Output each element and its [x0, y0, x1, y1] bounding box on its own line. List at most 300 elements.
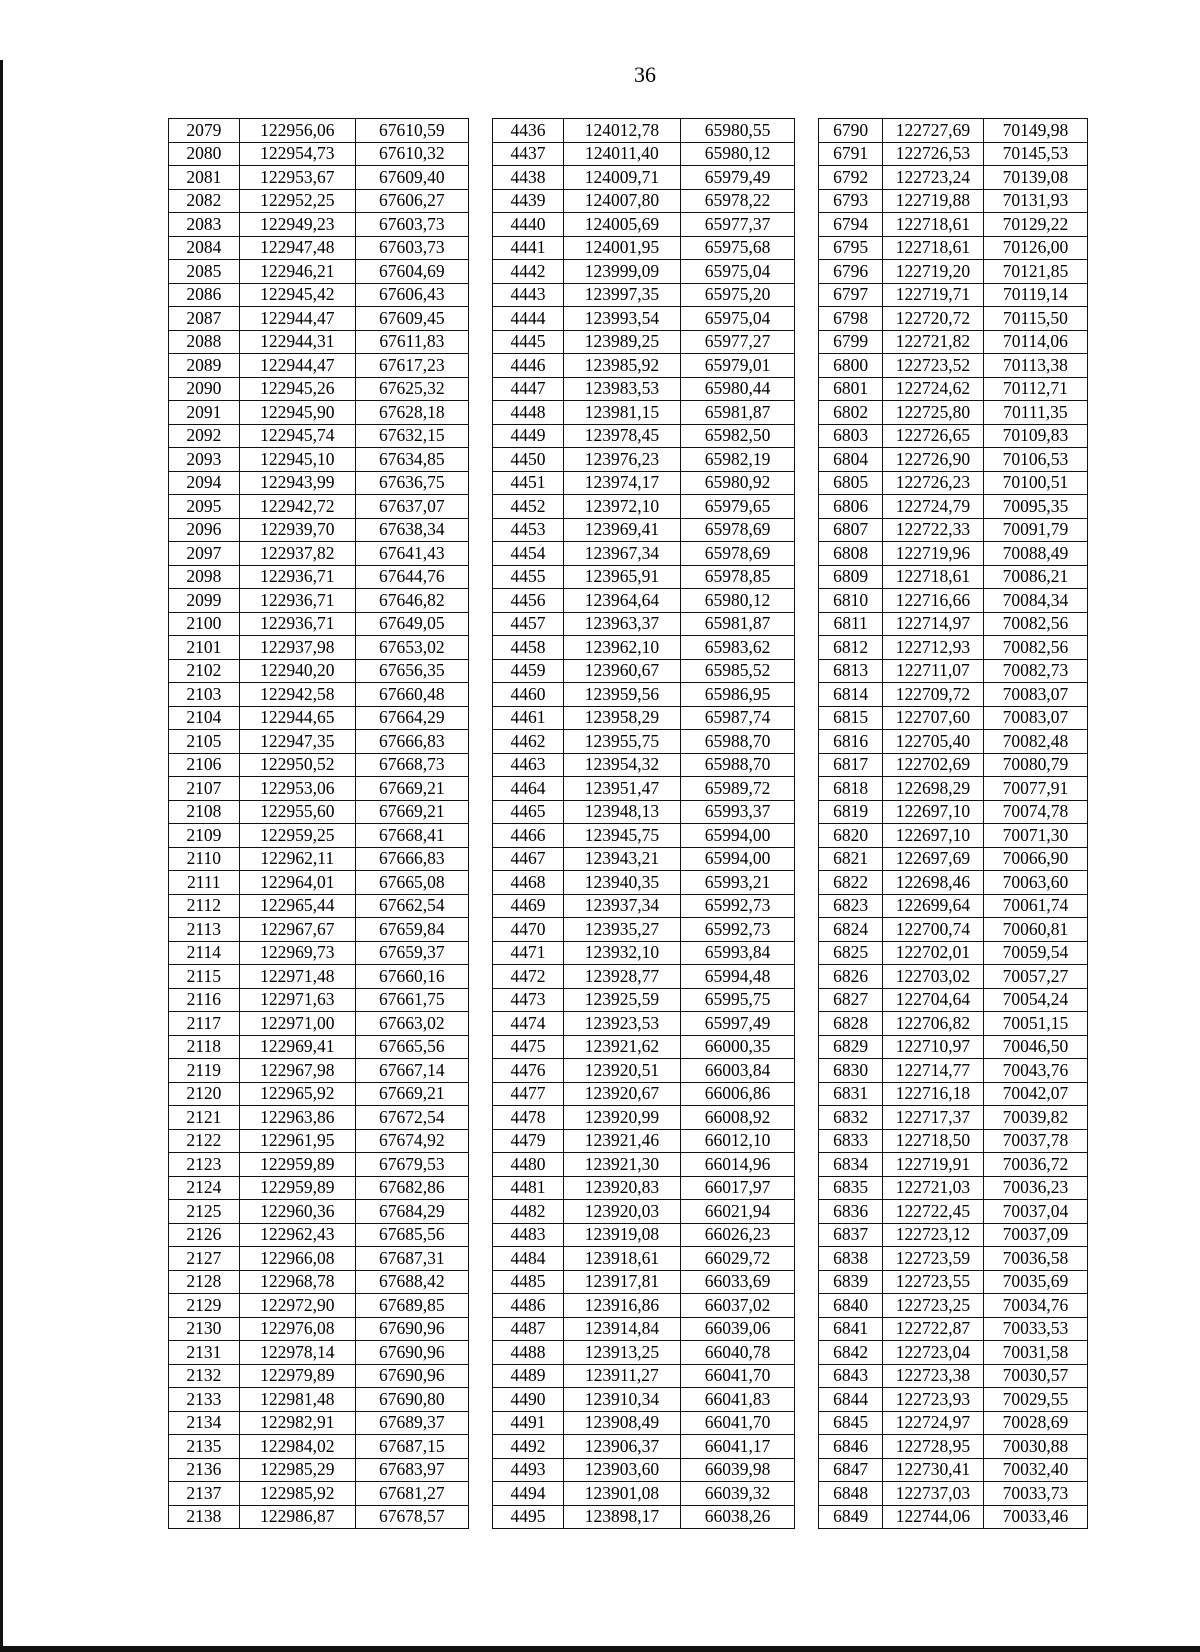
cell-coord-y: 67617,23 [355, 354, 468, 378]
cell-coord-x: 122721,82 [882, 330, 983, 354]
cell-coord-x: 122698,29 [882, 777, 983, 801]
cell-coord-x: 123969,41 [563, 518, 680, 542]
column-separator [468, 1176, 492, 1200]
cell-point-number: 6796 [819, 260, 883, 284]
cell-coord-x: 123948,13 [563, 800, 680, 824]
cell-point-number: 4491 [493, 1411, 564, 1435]
cell-coord-y: 66039,98 [680, 1458, 794, 1482]
column-separator [468, 448, 492, 472]
cell-coord-x: 122936,71 [239, 565, 355, 589]
cell-coord-x: 123962,10 [563, 636, 680, 660]
cell-coord-y: 65986,95 [680, 683, 794, 707]
cell-point-number: 2083 [169, 213, 240, 237]
cell-coord-y: 66006,86 [680, 1082, 794, 1106]
column-separator [795, 1153, 819, 1177]
cell-coord-y: 70030,57 [983, 1364, 1087, 1388]
cell-coord-y: 66041,17 [680, 1435, 794, 1459]
cell-coord-y: 70037,09 [983, 1223, 1087, 1247]
cell-coord-x: 122719,20 [882, 260, 983, 284]
cell-coord-x: 123920,03 [563, 1200, 680, 1224]
cell-coord-y: 67689,37 [355, 1411, 468, 1435]
cell-coord-x: 123937,34 [563, 894, 680, 918]
cell-coord-y: 65980,12 [680, 589, 794, 613]
cell-point-number: 4486 [493, 1294, 564, 1318]
column-separator [468, 847, 492, 871]
cell-coord-x: 123919,08 [563, 1223, 680, 1247]
cell-coord-y: 65980,92 [680, 471, 794, 495]
column-separator [468, 1012, 492, 1036]
column-separator [468, 260, 492, 284]
cell-coord-y: 70126,00 [983, 236, 1087, 260]
cell-point-number: 4464 [493, 777, 564, 801]
cell-coord-x: 122972,90 [239, 1294, 355, 1318]
cell-point-number: 2126 [169, 1223, 240, 1247]
cell-point-number: 6798 [819, 307, 883, 331]
cell-coord-x: 124005,69 [563, 213, 680, 237]
cell-coord-x: 122722,33 [882, 518, 983, 542]
cell-point-number: 4440 [493, 213, 564, 237]
cell-point-number: 6831 [819, 1082, 883, 1106]
cell-point-number: 6826 [819, 965, 883, 989]
cell-point-number: 2096 [169, 518, 240, 542]
cell-point-number: 6834 [819, 1153, 883, 1177]
cell-coord-x: 122981,48 [239, 1388, 355, 1412]
cell-point-number: 2118 [169, 1035, 240, 1059]
cell-coord-y: 67610,59 [355, 119, 468, 143]
cell-coord-x: 122945,42 [239, 283, 355, 307]
cell-coord-y: 65983,62 [680, 636, 794, 660]
cell-coord-x: 122965,44 [239, 894, 355, 918]
cell-point-number: 6810 [819, 589, 883, 613]
column-separator [468, 542, 492, 566]
cell-coord-y: 67659,84 [355, 918, 468, 942]
cell-coord-y: 70106,53 [983, 448, 1087, 472]
cell-coord-y: 70037,04 [983, 1200, 1087, 1224]
cell-coord-y: 70115,50 [983, 307, 1087, 331]
cell-coord-x: 122959,25 [239, 824, 355, 848]
cell-coord-y: 70100,51 [983, 471, 1087, 495]
table-row [169, 283, 1088, 307]
column-separator [795, 1317, 819, 1341]
cell-coord-y: 65995,75 [680, 988, 794, 1012]
cell-coord-x: 122744,06 [882, 1505, 983, 1529]
cell-point-number: 4446 [493, 354, 564, 378]
cell-point-number: 4438 [493, 166, 564, 190]
table-row [169, 1012, 1088, 1036]
cell-coord-x: 123920,67 [563, 1082, 680, 1106]
cell-coord-x: 122953,67 [239, 166, 355, 190]
cell-point-number: 6793 [819, 189, 883, 213]
column-separator [795, 800, 819, 824]
column-separator [468, 1223, 492, 1247]
cell-coord-y: 70121,85 [983, 260, 1087, 284]
column-separator [468, 824, 492, 848]
cell-coord-y: 70095,35 [983, 495, 1087, 519]
cell-coord-x: 123920,51 [563, 1059, 680, 1083]
cell-coord-y: 67660,16 [355, 965, 468, 989]
cell-coord-y: 67604,69 [355, 260, 468, 284]
cell-coord-y: 67669,21 [355, 777, 468, 801]
cell-point-number: 2104 [169, 706, 240, 730]
cell-coord-x: 123983,53 [563, 377, 680, 401]
column-separator [795, 1364, 819, 1388]
column-separator [468, 612, 492, 636]
column-separator [468, 1129, 492, 1153]
cell-coord-x: 122716,66 [882, 589, 983, 613]
column-separator [795, 495, 819, 519]
cell-point-number: 2082 [169, 189, 240, 213]
cell-point-number: 6830 [819, 1059, 883, 1083]
column-separator [468, 1153, 492, 1177]
cell-coord-x: 123985,92 [563, 354, 680, 378]
cell-point-number: 6824 [819, 918, 883, 942]
cell-point-number: 2138 [169, 1505, 240, 1529]
column-separator [468, 988, 492, 1012]
cell-coord-y: 67603,73 [355, 213, 468, 237]
cell-coord-y: 70033,46 [983, 1505, 1087, 1529]
column-separator [468, 330, 492, 354]
table-row [169, 142, 1088, 166]
table-row [169, 166, 1088, 190]
cell-point-number: 4473 [493, 988, 564, 1012]
column-separator [795, 683, 819, 707]
column-separator [795, 659, 819, 683]
cell-point-number: 6814 [819, 683, 883, 707]
cell-coord-y: 66003,84 [680, 1059, 794, 1083]
cell-coord-y: 65994,48 [680, 965, 794, 989]
column-separator [468, 800, 492, 824]
column-separator [468, 894, 492, 918]
cell-coord-y: 70051,15 [983, 1012, 1087, 1036]
cell-coord-x: 122723,12 [882, 1223, 983, 1247]
table-row [169, 988, 1088, 1012]
cell-point-number: 6827 [819, 988, 883, 1012]
cell-coord-y: 67667,14 [355, 1059, 468, 1083]
column-separator [795, 1482, 819, 1506]
cell-point-number: 4459 [493, 659, 564, 683]
column-separator [795, 1458, 819, 1482]
column-separator [468, 354, 492, 378]
cell-coord-y: 70082,48 [983, 730, 1087, 754]
cell-coord-y: 70057,27 [983, 965, 1087, 989]
cell-point-number: 2124 [169, 1176, 240, 1200]
table-row [169, 1270, 1088, 1294]
cell-point-number: 6821 [819, 847, 883, 871]
cell-point-number: 2113 [169, 918, 240, 942]
cell-coord-x: 122723,59 [882, 1247, 983, 1271]
cell-point-number: 6805 [819, 471, 883, 495]
table-row [169, 1106, 1088, 1130]
cell-coord-x: 123925,59 [563, 988, 680, 1012]
cell-coord-x: 122719,88 [882, 189, 983, 213]
cell-coord-x: 122943,99 [239, 471, 355, 495]
cell-coord-y: 67609,45 [355, 307, 468, 331]
cell-coord-x: 122985,29 [239, 1458, 355, 1482]
cell-point-number: 4482 [493, 1200, 564, 1224]
column-separator [795, 424, 819, 448]
cell-coord-y: 65997,49 [680, 1012, 794, 1036]
column-separator [468, 1294, 492, 1318]
column-separator [468, 1435, 492, 1459]
cell-point-number: 2128 [169, 1270, 240, 1294]
cell-coord-y: 70033,73 [983, 1482, 1087, 1506]
cell-coord-x: 122699,64 [882, 894, 983, 918]
cell-coord-x: 122722,45 [882, 1200, 983, 1224]
cell-coord-y: 67628,18 [355, 401, 468, 425]
cell-point-number: 2085 [169, 260, 240, 284]
cell-coord-x: 123940,35 [563, 871, 680, 895]
cell-coord-y: 67679,53 [355, 1153, 468, 1177]
cell-point-number: 6791 [819, 142, 883, 166]
cell-coord-x: 122718,61 [882, 236, 983, 260]
cell-point-number: 4474 [493, 1012, 564, 1036]
column-separator [795, 401, 819, 425]
cell-coord-x: 123959,56 [563, 683, 680, 707]
cell-point-number: 2120 [169, 1082, 240, 1106]
cell-coord-y: 66014,96 [680, 1153, 794, 1177]
column-separator [795, 1176, 819, 1200]
cell-coord-y: 67669,21 [355, 800, 468, 824]
cell-coord-y: 70037,78 [983, 1129, 1087, 1153]
cell-coord-y: 67636,75 [355, 471, 468, 495]
cell-point-number: 4441 [493, 236, 564, 260]
cell-coord-x: 123921,46 [563, 1129, 680, 1153]
cell-point-number: 2103 [169, 683, 240, 707]
cell-coord-x: 122730,41 [882, 1458, 983, 1482]
cell-point-number: 4437 [493, 142, 564, 166]
cell-point-number: 4475 [493, 1035, 564, 1059]
cell-point-number: 4439 [493, 189, 564, 213]
cell-coord-y: 66021,94 [680, 1200, 794, 1224]
column-separator [468, 283, 492, 307]
table-row [169, 1435, 1088, 1459]
cell-coord-y: 70113,38 [983, 354, 1087, 378]
column-separator [795, 612, 819, 636]
cell-coord-y: 67690,80 [355, 1388, 468, 1412]
cell-point-number: 4458 [493, 636, 564, 660]
column-separator [468, 1317, 492, 1341]
column-separator [468, 377, 492, 401]
cell-coord-x: 122962,43 [239, 1223, 355, 1247]
cell-coord-y: 65978,85 [680, 565, 794, 589]
column-separator [468, 1035, 492, 1059]
cell-point-number: 4483 [493, 1223, 564, 1247]
cell-coord-x: 123960,67 [563, 659, 680, 683]
cell-coord-x: 123958,29 [563, 706, 680, 730]
column-separator [795, 871, 819, 895]
cell-point-number: 6849 [819, 1505, 883, 1529]
table-row [169, 1176, 1088, 1200]
cell-point-number: 4447 [493, 377, 564, 401]
cell-coord-x: 123908,49 [563, 1411, 680, 1435]
table-row [169, 377, 1088, 401]
column-separator [468, 965, 492, 989]
cell-coord-x: 122945,74 [239, 424, 355, 448]
cell-point-number: 6813 [819, 659, 883, 683]
cell-coord-y: 67661,75 [355, 988, 468, 1012]
cell-coord-x: 122726,53 [882, 142, 983, 166]
cell-coord-x: 123993,54 [563, 307, 680, 331]
table-row [169, 307, 1088, 331]
cell-coord-x: 122950,52 [239, 753, 355, 777]
cell-coord-x: 123917,81 [563, 1270, 680, 1294]
column-separator [795, 213, 819, 237]
column-separator [468, 119, 492, 143]
cell-coord-y: 67681,27 [355, 1482, 468, 1506]
cell-coord-x: 123972,10 [563, 495, 680, 519]
column-separator [468, 1341, 492, 1365]
column-separator [795, 636, 819, 660]
cell-point-number: 6823 [819, 894, 883, 918]
column-separator [795, 1247, 819, 1271]
cell-coord-y: 65975,04 [680, 260, 794, 284]
table-row [169, 542, 1088, 566]
column-separator [468, 236, 492, 260]
cell-coord-x: 122969,41 [239, 1035, 355, 1059]
cell-coord-y: 70082,56 [983, 636, 1087, 660]
table-row [169, 495, 1088, 519]
cell-coord-y: 70036,58 [983, 1247, 1087, 1271]
cell-coord-x: 122959,89 [239, 1176, 355, 1200]
table-row [169, 213, 1088, 237]
cell-point-number: 2112 [169, 894, 240, 918]
table-row [169, 753, 1088, 777]
column-separator [468, 471, 492, 495]
cell-coord-x: 123964,64 [563, 589, 680, 613]
cell-coord-y: 70061,74 [983, 894, 1087, 918]
cell-point-number: 4468 [493, 871, 564, 895]
table-row [169, 1505, 1088, 1529]
cell-coord-y: 67666,83 [355, 847, 468, 871]
column-separator [795, 119, 819, 143]
cell-coord-y: 67610,32 [355, 142, 468, 166]
column-separator [468, 589, 492, 613]
cell-coord-x: 124007,80 [563, 189, 680, 213]
cell-point-number: 2101 [169, 636, 240, 660]
column-separator [795, 166, 819, 190]
cell-point-number: 2127 [169, 1247, 240, 1271]
cell-coord-x: 122718,61 [882, 565, 983, 589]
cell-coord-y: 66041,70 [680, 1411, 794, 1435]
table-row [169, 330, 1088, 354]
cell-coord-x: 122947,48 [239, 236, 355, 260]
column-separator [795, 518, 819, 542]
cell-coord-y: 65979,65 [680, 495, 794, 519]
cell-point-number: 6822 [819, 871, 883, 895]
cell-coord-x: 122709,72 [882, 683, 983, 707]
cell-point-number: 2099 [169, 589, 240, 613]
cell-point-number: 2123 [169, 1153, 240, 1177]
cell-coord-y: 67687,31 [355, 1247, 468, 1271]
cell-coord-x: 123920,83 [563, 1176, 680, 1200]
cell-point-number: 4467 [493, 847, 564, 871]
cell-point-number: 4479 [493, 1129, 564, 1153]
cell-point-number: 6790 [819, 119, 883, 143]
table-row [169, 189, 1088, 213]
column-separator [795, 283, 819, 307]
cell-point-number: 2115 [169, 965, 240, 989]
cell-point-number: 2135 [169, 1435, 240, 1459]
cell-coord-y: 70145,53 [983, 142, 1087, 166]
cell-coord-x: 123955,75 [563, 730, 680, 754]
cell-point-number: 2131 [169, 1341, 240, 1365]
table-row [169, 847, 1088, 871]
cell-point-number: 6841 [819, 1317, 883, 1341]
cell-point-number: 2133 [169, 1388, 240, 1412]
cell-point-number: 6812 [819, 636, 883, 660]
cell-coord-x: 122711,07 [882, 659, 983, 683]
cell-coord-x: 123918,61 [563, 1247, 680, 1271]
column-separator [795, 941, 819, 965]
cell-coord-y: 67672,54 [355, 1106, 468, 1130]
cell-point-number: 4478 [493, 1106, 564, 1130]
cell-coord-x: 123914,84 [563, 1317, 680, 1341]
cell-coord-y: 67669,21 [355, 1082, 468, 1106]
cell-coord-y: 70035,69 [983, 1270, 1087, 1294]
table-row [169, 1482, 1088, 1506]
cell-point-number: 4457 [493, 612, 564, 636]
cell-coord-x: 122726,23 [882, 471, 983, 495]
cell-point-number: 2117 [169, 1012, 240, 1036]
cell-coord-x: 122971,00 [239, 1012, 355, 1036]
cell-point-number: 6807 [819, 518, 883, 542]
table-row [169, 1388, 1088, 1412]
cell-point-number: 2122 [169, 1129, 240, 1153]
cell-coord-y: 65989,72 [680, 777, 794, 801]
cell-coord-y: 70083,07 [983, 683, 1087, 707]
cell-point-number: 2134 [169, 1411, 240, 1435]
column-separator [795, 542, 819, 566]
cell-coord-y: 67690,96 [355, 1364, 468, 1388]
cell-coord-x: 123954,32 [563, 753, 680, 777]
cell-coord-x: 122697,10 [882, 824, 983, 848]
cell-coord-x: 122947,35 [239, 730, 355, 754]
cell-coord-x: 122726,65 [882, 424, 983, 448]
cell-coord-y: 65975,04 [680, 307, 794, 331]
cell-coord-x: 122697,69 [882, 847, 983, 871]
table-row [169, 871, 1088, 895]
table-row [169, 1059, 1088, 1083]
table-row [169, 119, 1088, 143]
cell-coord-x: 123967,34 [563, 542, 680, 566]
cell-coord-y: 67653,02 [355, 636, 468, 660]
cell-coord-y: 67665,08 [355, 871, 468, 895]
cell-coord-x: 122936,71 [239, 612, 355, 636]
column-separator [795, 589, 819, 613]
cell-coord-y: 70039,82 [983, 1106, 1087, 1130]
cell-coord-y: 66041,70 [680, 1364, 794, 1388]
cell-coord-y: 67662,54 [355, 894, 468, 918]
cell-point-number: 6803 [819, 424, 883, 448]
cell-point-number: 4484 [493, 1247, 564, 1271]
cell-coord-y: 70066,90 [983, 847, 1087, 871]
cell-coord-y: 67637,07 [355, 495, 468, 519]
cell-coord-y: 70036,72 [983, 1153, 1087, 1177]
table-row [169, 471, 1088, 495]
cell-coord-y: 65982,19 [680, 448, 794, 472]
cell-point-number: 6825 [819, 941, 883, 965]
cell-coord-x: 122702,69 [882, 753, 983, 777]
cell-coord-y: 67685,56 [355, 1223, 468, 1247]
column-separator [468, 142, 492, 166]
cell-point-number: 4445 [493, 330, 564, 354]
table-row [169, 424, 1088, 448]
table-row [169, 941, 1088, 965]
cell-point-number: 2084 [169, 236, 240, 260]
cell-point-number: 6820 [819, 824, 883, 848]
cell-coord-y: 65978,69 [680, 518, 794, 542]
column-separator [468, 871, 492, 895]
